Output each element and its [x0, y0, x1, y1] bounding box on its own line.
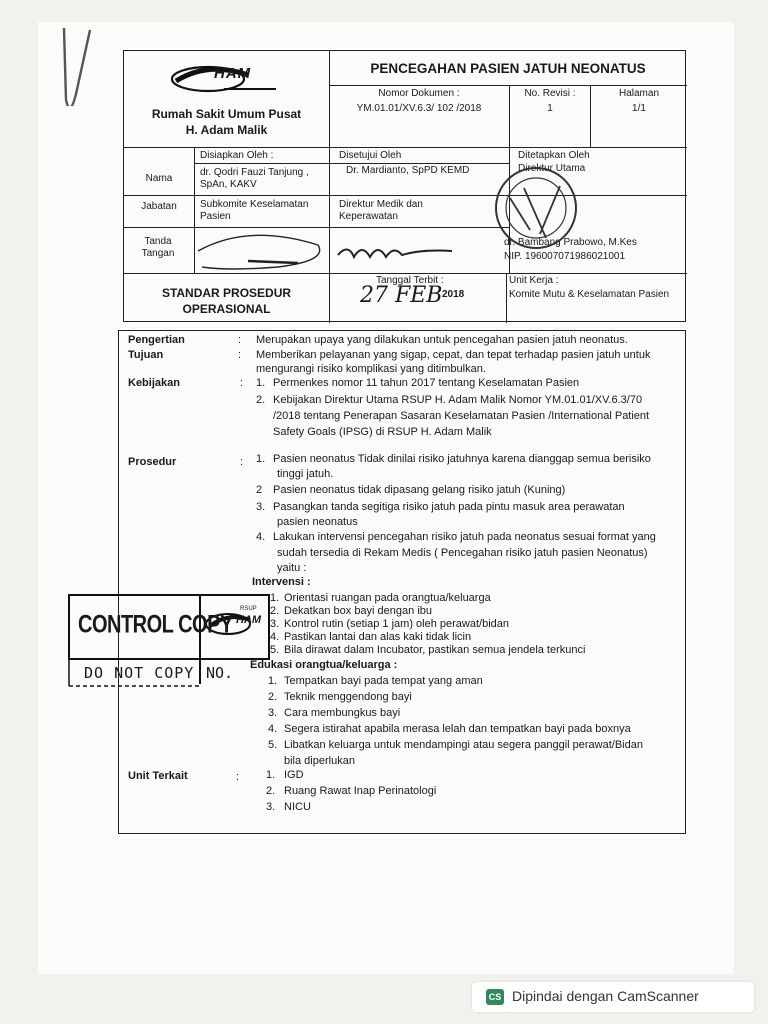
edukasi-label: Edukasi orangtua/keluarga :	[250, 659, 398, 671]
prosedur-1b: tinggi jatuh.	[277, 468, 334, 480]
kebijakan-label: Kebijakan	[128, 377, 180, 389]
intervensi-item: Bila dirawat dalam Incubator, pastikan semua jendela terkunci	[284, 644, 586, 656]
prepared-label: Disiapkan Oleh :	[200, 150, 274, 161]
unit-item: Ruang Rawat Inap Perinatologi	[284, 785, 437, 797]
pengertian-label: Pengertian	[128, 334, 185, 346]
prosedur-3a: Pasangkan tanda segitiga risiko jatuh pada pintu masuk area perawatan	[273, 501, 625, 513]
page-label: Halaman	[618, 88, 660, 99]
intervensi-item: Pastikan lantai dan alas kaki tidak licin	[284, 631, 472, 643]
issue-label: Tanggal Terbit :	[376, 275, 444, 286]
revision-label: No. Revisi :	[524, 88, 576, 99]
edukasi-item-5b: bila diperlukan	[284, 755, 355, 767]
camscanner-logo-icon: CS	[486, 989, 504, 1005]
prosedur-4c: yaitu :	[277, 562, 307, 574]
edukasi-item: Tempatkan bayi pada tempat yang aman	[284, 675, 483, 687]
official-round-stamp	[490, 158, 584, 258]
kebijakan-2a: Kebijakan Direktur Utama RSUP H. Adam Malik Nomor YM.01.01/XV.6.3/70	[273, 394, 643, 406]
doc-title: PENCEGAHAN PASIEN JATUH NEONATUS	[370, 61, 646, 76]
set-title: Direktur Utama	[518, 163, 586, 174]
issue-year: 2018	[442, 289, 465, 300]
approved-name: Dr. Mardianto, SpPD KEMD	[346, 165, 470, 176]
sop-title: STANDAR PROSEDUR OPERASIONAL	[161, 286, 292, 316]
tujuan-text-2: mengurangi risiko komplikasi yang ditimbulkan.	[256, 363, 486, 375]
intervensi-item: Kontrol rutin (setiap 1 jam) oleh perawat/bidan	[284, 618, 510, 630]
logo-text: HAM	[214, 65, 252, 82]
stamp-ham: HAM	[236, 614, 262, 626]
header-table	[123, 50, 686, 322]
name-label: Nama	[145, 173, 173, 184]
tujuan-label: Tujuan	[128, 349, 164, 361]
unit-item: IGD	[284, 769, 304, 781]
edukasi-item: Segera istirahat apabila merasa lelah dan tempatkan bayi pada boxnya	[284, 723, 631, 735]
prosedur-label: Prosedur	[128, 456, 177, 468]
unit-item: NICU	[284, 801, 311, 813]
paperclip-mark	[54, 22, 102, 106]
set-label: Ditetapkan Oleh	[518, 150, 590, 161]
position-label: Jabatan	[141, 201, 177, 212]
prosedur-4b: sudah tersedia di Rekam Medis ( Pencegahan risiko jatuh pasien Neonatus)	[277, 547, 648, 559]
edukasi-item: Teknik menggendong bayi	[284, 691, 412, 703]
camscanner-text: Dipindai dengan CamScanner	[512, 988, 699, 1004]
prosedur-1a: Pasien neonatus Tidak dinilai risiko jatuhnya karena dianggap semua berisiko	[273, 453, 651, 465]
intervensi-item: Orientasi ruangan pada orangtua/keluarga	[284, 592, 491, 604]
prosedur-4a: Lakukan intervensi pencegahan risiko jatuh pada neonatus sesuai format yang	[273, 531, 656, 543]
stamp-no-label: NO.	[206, 664, 234, 682]
prosedur-2: Pasien neonatus tidak dipasang gelang risiko jatuh (Kuning)	[273, 484, 566, 496]
camscanner-watermark	[472, 982, 754, 1012]
page-value: 1/1	[632, 103, 646, 114]
stamp-rsup: RSUP	[240, 606, 257, 612]
director-nip: NIP. 196007071986021001	[504, 251, 626, 262]
signature-prepared	[188, 227, 328, 273]
unit-value: Komite Mutu & Keselamatan Pasien	[509, 289, 670, 300]
issue-date-handwritten: 27 FEB	[360, 283, 443, 308]
unit-label: Unit Kerja :	[509, 275, 559, 286]
intervensi-item: Dekatkan box bayi dengan ibu	[284, 605, 432, 617]
approved-label: Disetujui Oleh	[339, 150, 402, 161]
pengertian-text: Merupakan upaya yang dilakukan untuk pencegahan pasien jatuh neonatus.	[256, 334, 628, 346]
kebijakan-2b: /2018 tentang Penerapan Sasaran Keselamatan Pasien /International Patient	[273, 410, 650, 422]
signature-label: Tanda Tangan	[141, 236, 175, 259]
kebijakan-2c: Safety Goals (IPSG) di RSUP H. Adam Malik	[273, 426, 492, 438]
prosedur-3b: pasien neonatus	[277, 516, 358, 528]
kebijakan-1: Permenkes nomor 11 tahun 2017 tentang Keselamatan Pasien	[273, 377, 580, 389]
edukasi-item: Libatkan keluarga untuk mendampingi atau segera panggil perawat/Bidan	[284, 739, 643, 751]
revision-value: 1	[547, 103, 553, 114]
signature-approved	[332, 229, 482, 271]
control-copy-text: CONTROL COPY	[78, 611, 233, 639]
edukasi-item: Cara membungkus bayi	[284, 707, 401, 719]
prepared-position: Subkomite Keselamatan Pasien	[200, 199, 309, 222]
tujuan-text-1: Memberikan pelayanan yang sigap, cepat, dan tepat terhadap pasien jatuh untuk	[256, 349, 651, 361]
do-not-copy-text: DO NOT COPY	[84, 664, 195, 682]
director-name: dr. Bambang Prabowo, M.Kes	[504, 237, 637, 248]
control-copy-stamp	[68, 594, 288, 690]
intervensi-label: Intervensi :	[252, 576, 311, 588]
hospital-sub: H. Adam Malik	[185, 123, 268, 137]
doc-number-label: Nomor Dokumen :	[378, 88, 460, 99]
prepared-name: dr. Qodri Fauzi Tanjung , SpAn, KAKV	[200, 167, 309, 190]
doc-number-value: YM.01.01/XV.6.3/ 102 /2018	[356, 103, 482, 114]
hospital-name: Rumah Sakit Umum Pusat	[151, 107, 302, 121]
approved-position: Direktur Medik dan Keperawatan	[339, 199, 423, 222]
unit-terkait-label: Unit Terkait	[128, 770, 188, 782]
